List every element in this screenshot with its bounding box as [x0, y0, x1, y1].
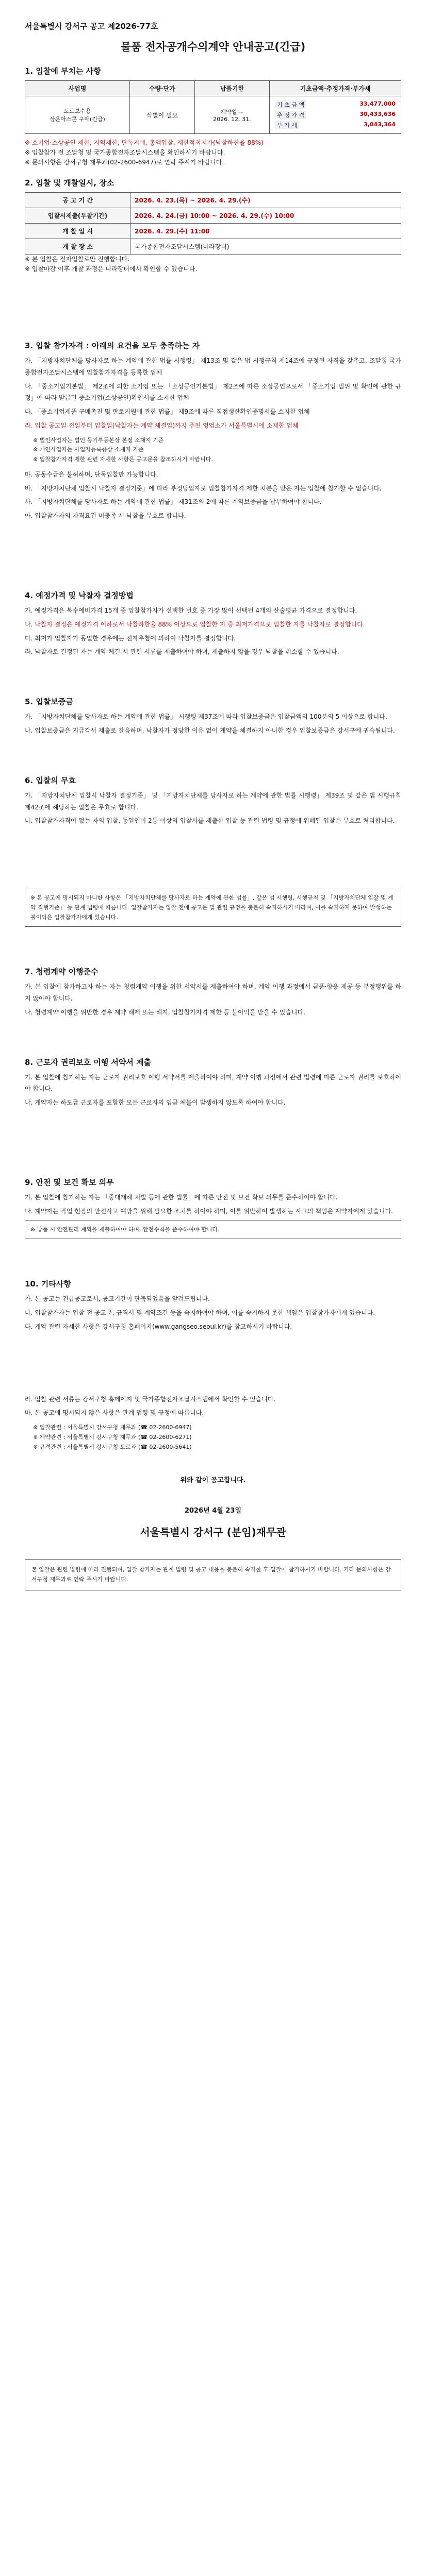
- section4-para: 라. 낙찰자로 결정된 자는 계약 체결 시 관련 서류를 제출하여야 하며, 제출하지 않을 경우 낙찰을 취소할 수 있습니다.: [25, 648, 339, 656]
- price-value: 33,477,000: [359, 100, 396, 107]
- schedule-row: [25, 239, 401, 254]
- section5-para: 가. 「지방자치단체를 당사자로 하는 계약에 관한 법률」 시행령 제37조에 따라 입찰보증금은 입찰금액의 100분의 5 이상으로 합니다.: [25, 713, 387, 721]
- section7-para: 나. 청렴계약 이행을 위반한 경우 계약 해제 또는 해지, 입찰참가자격 제한 등 불이익을 받을 수 있습니다.: [25, 1008, 305, 1016]
- section7-para: 가. 본 입찰에 참가하고자 하는 자는 청렴계약 이행을 위한 서약서를 제출하여야 하며, 계약 이행 과정에서 금품·향응 제공 등 부정행위를 하지 않아야 합니다.: [25, 983, 401, 1002]
- section1-title: 1. 입찰에 부치는 사항: [25, 66, 101, 76]
- contact-item: ※ 계약관련 : 서울특별시 강서구청 재무과 (☎ 02-2600-6271): [33, 1433, 192, 1440]
- price-line: [273, 110, 398, 120]
- section8-title: 8. 근로자 권리보호 이행 서약서 제출: [25, 1057, 152, 1067]
- contact-list: [25, 1421, 401, 1454]
- bottom-note: 본 입찰은 관련 법령에 따라 진행되며, 입찰 참가자는 관계 법령 및 공고 내용을 충분히 숙지한 후 입찰에 참가하시기 바랍니다. 기타 문의사항은 강서구청 재무과로 연락 주시기 바랍니다.: [25, 1560, 401, 1590]
- section3-title: 3. 입찰 참가자격 : 아래의 요건을 모두 충족하는 자: [25, 341, 200, 350]
- section10-para: 가. 본 공고는 긴급공고로서, 공고기간이 단축되었음을 알려드립니다.: [25, 1295, 210, 1303]
- section1-note: ※ 문의사항은 강서구청 재무과(02-2600-6947)로 연락 주시기 바랍니다.: [25, 159, 224, 166]
- section3-item: 마. 공동수급은 불허하며, 단독입찰만 가능합니다.: [25, 470, 158, 478]
- section3-subitem: ※ 법인사업자는 법인 등기부등본상 본점 소재지 기준: [33, 436, 164, 444]
- section3-item: 다. 「중소기업제품 구매촉진 및 판로지원에 관한 법률」 제9조에 따른 직접생산확인증명서를 소지한 업체: [25, 408, 310, 416]
- section2-note: ※ 본 입찰은 전자입찰로만 진행합니다.: [25, 255, 130, 263]
- section9-title: 9. 안전 및 보건 확보 의무: [25, 1177, 114, 1187]
- section5-para: 나. 입찰보증금은 지급각서 제출로 갈음하며, 낙찰자가 정당한 이유 없이 계약을 체결하지 아니한 경우 입찰보증금은 강서구에 귀속됩니다.: [25, 726, 395, 734]
- section3-subitem: ※ 개인사업자는 사업자등록증상 소재지 기준: [33, 446, 144, 453]
- bid-table-row: [25, 96, 401, 134]
- schedule-value: 2026. 4. 29.(수) 11:00: [130, 223, 401, 239]
- col-header: 수량·단가: [129, 81, 194, 96]
- contact-item: ※ 규격관련 : 서울특별시 강서구청 도로과 (☎ 02-2600-5641): [33, 1443, 192, 1450]
- schedule-row: [25, 192, 401, 208]
- schedule-label: 개 찰 장 소: [25, 239, 130, 254]
- price-label: 기 초 금 액: [275, 100, 306, 109]
- section7-title: 7. 청렴계약 이행준수: [25, 967, 99, 977]
- schedule-value: 2026. 4. 23.(목) ~ 2026. 4. 29.(수): [130, 192, 401, 208]
- section10-title: 10. 기타사항: [25, 1279, 71, 1289]
- delivery-end: 2026. 12. 31.: [213, 115, 251, 123]
- schedule-label: 개 찰 일 시: [25, 223, 130, 239]
- project-name-cell: [25, 96, 130, 134]
- delivery-start: 계약일 ~: [220, 108, 244, 115]
- section10-para: [25, 1321, 401, 1333]
- schedule-row: [25, 223, 401, 239]
- section2-note: ※ 입찰마감 이후 개찰 과정은 나라장터에서 확인할 수 있습니다.: [25, 265, 198, 273]
- delivery-cell: [194, 96, 269, 134]
- section3-subitem: ※ 입찰참가자격 제한 관련 자세한 사항은 공고문을 참조하시기 바랍니다.: [33, 456, 213, 463]
- schedule-label: 공 고 기 간: [25, 192, 130, 208]
- bid-table: [25, 80, 401, 134]
- section10-para: 마. 본 공고에 명시되지 않은 사항은 관계 법령 및 규정에 따릅니다.: [25, 1409, 204, 1417]
- price-label: 추 정 가 격: [275, 111, 306, 119]
- contact-item: ※ 입찰관련 : 서울특별시 강서구청 재무과 (☎ 02-2600-6947): [33, 1424, 192, 1431]
- section3-item: 라. 입찰 공고일 전일부터 입찰일(낙찰자는 계약 체결일)까지 주된 영업소가 서울특별시에 소재한 업체: [25, 421, 299, 429]
- price-line: [273, 120, 398, 130]
- section10-para-text: 다. 계약 관련 자세한 사항은 강서구청 홈페이지(www.gangseo.seoul.kr)를 참고하시기 바랍니다.: [25, 1323, 292, 1330]
- section3-item: 아. 입찰참가자의 자격요건 미충족 시 낙찰을 무효로 합니다.: [25, 512, 186, 520]
- schedule-value: 2026. 4. 24.(금) 10:00 ~ 2026. 4. 29.(수) 10:00: [130, 208, 401, 223]
- schedule-value: 국가종합전자조달시스템(나라장터): [130, 239, 401, 254]
- section6-para: 나. 입찰참가자격이 없는 자의 입찰, 동일인이 2통 이상의 입찰서를 제출한 입찰 등 관련 법령 및 규정에 위배된 입찰은 무효로 처리합니다.: [25, 817, 395, 825]
- section6-para: 가. 「지방자치단체 입찰시 낙찰자 결정기준」 및 「지방자치단체를 당사자로 하는 계약에 관한 법률 시행령」 제39조 및 같은 법 시행규칙 제42조에 해당하는 입찰은 무효로 합니다.: [25, 791, 401, 811]
- section1-note: ※ 소기업·소상공인 제한, 지역제한, 단독지에, 총액입찰, 제한적최저가(낙찰하한율 88%): [25, 139, 264, 146]
- page-title: 물품 전자공개수의계약 안내공고(긴급): [120, 41, 306, 53]
- section10-para: 라. 입찰 관련 서류는 강서구청 홈페이지 및 국가종합전자조달시스템에서 확인할 수 있습니다.: [25, 1395, 276, 1403]
- schedule-table: [25, 192, 401, 255]
- section2-title: 2. 입찰 및 개찰일시, 장소: [25, 178, 114, 188]
- price-value: 30,433,636: [359, 111, 396, 117]
- section4-title: 4. 예정가격 및 낙찰자 결정방법: [25, 590, 134, 600]
- project-name: 도로보수용: [63, 108, 91, 114]
- qty-cell: 식별이 필요: [129, 96, 194, 134]
- section4-para: 다. 최저가 입찰자가 동일한 경우에는 전자추첨에 의하여 낙찰자를 결정합니다.: [25, 634, 236, 642]
- section6-title: 6. 입찰의 무효: [25, 775, 76, 785]
- section9-para: 가. 본 입찰에 참가하는 자는 「중대재해 처벌 등에 관한 법률」에 따른 안전 및 보건 확보 의무를 준수하여야 합니다.: [25, 1193, 338, 1201]
- section3-item: 나. 「중소기업기본법」 제2조에 의한 소기업 또는 「소상공인기본법」 제2조에 따른 소상공인으로서 「중소기업 범위 및 확인에 관한 규정」에 따라 발급된 중소기업(소상공인)확인서를 소지한 업체: [25, 382, 401, 402]
- col-header: 납품기한: [194, 81, 269, 96]
- section4-para: 가. 예정가격은 복수예비가격 15개 중 입찰참가자가 선택한 번호 중 가장 많이 선택된 4개의 산술평균 가격으로 결정합니다.: [25, 606, 357, 614]
- notice-number: 서울특별시 강서구 공고 제2026-77호: [25, 22, 158, 31]
- price-line: [273, 99, 398, 110]
- section4-para: 나. 낙찰자 결정은 예정가격 이하로서 낙찰하한율 88% 이상으로 입찰한 자 중 최저가격으로 입찰한 자를 낙찰자로 결정합니다.: [25, 620, 365, 628]
- section9-para: 나. 계약자는 작업 현장의 안전사고 예방을 위해 필요한 조치를 하여야 하며, 이를 위반하여 발생하는 사고의 책임은 계약자에게 있습니다.: [25, 1207, 393, 1215]
- section8-para: 가. 본 입찰에 참가하는 자는 근로자 권리보호 이행 서약서를 제출하여야 하며, 계약 이행 과정에서 관련 법령에 따른 근로자 권리를 보호하여야 합니다.: [25, 1073, 401, 1093]
- section10-para: 나. 입찰참가자는 입찰 전 공고문, 규격서 및 계약조건 등을 숙지하여야 하며, 이를 숙지하지 못한 책임은 입찰참가자에게 있습니다.: [25, 1309, 375, 1317]
- section1-note: ※ 입찰참가 전 조달청 및 국가종합전자조달시스템을 확인하시기 바랍니다.: [25, 149, 225, 157]
- section6-notice-box: ※ 본 공고에 명시되지 아니한 사항은 「지방자치단체를 당사자로 하는 계약에 관한 법률」, 같은 법 시행령, 시행규칙 및 「지방자치단체 입찰 및 계약 집행기준」 등 관계 법령에 따릅니다. 입찰참가자는 입찰 전에 공고문 및 관련 규정을 충분히 숙지하시기 바라며, 이를 숙지하지 못하여 발생하는 불이익은 입찰참가자에게 있습니다.: [25, 889, 401, 927]
- bid-table-header: [25, 81, 401, 96]
- price-cell: [270, 96, 401, 134]
- project-name-sub: 상온아스콘 구매(긴급): [50, 116, 105, 123]
- price-label: 부 가 세: [275, 121, 299, 129]
- section5-title: 5. 입찰보증금: [25, 697, 73, 707]
- section3-item: 가. 「지방자치단체를 당사자로 하는 계약에 관한 법률 시행령」 제13조 및 같은 법 시행규칙 제14조에 규정된 자격을 갖추고, 조달청 국가종합전자조달시스템에 입찰참가자격을 등록한 업체: [25, 357, 401, 376]
- section8-para: 나. 계약자는 하도급 근로자를 포함한 모든 근로자의 임금 체불이 발생하지 않도록 하여야 합니다.: [25, 1099, 286, 1107]
- col-header: 기초금액·추정가격·부가세: [270, 81, 401, 96]
- section3-item: 바. 「지방자치단체 입찰시 낙찰자 결정기준」에 따라 부정당업자로 입찰참가자격 제한 처분을 받은 자는 입찰에 참가할 수 없습니다.: [25, 484, 382, 492]
- issuer-org: 서울특별시 강서구 (분임)재무관: [140, 1526, 286, 1539]
- price-value: 3,043,364: [364, 121, 396, 128]
- notice-date: 2026년 4월 23일: [184, 1507, 242, 1515]
- col-header: 사업명: [25, 81, 130, 96]
- section3-item: 사. 「지방자치단체를 당사자로 하는 계약에 관한 법률」 제31조의 2에 따른 계약보증금을 납부하여야 합니다.: [25, 498, 322, 506]
- section9-notice-box: ※ 납품 시 안전관리 계획을 제출하여야 하며, 안전수칙을 준수하여야 합니다.: [25, 1221, 401, 1240]
- schedule-label: 입찰서제출(투찰기간): [25, 208, 130, 223]
- section3-subitems: [25, 434, 401, 467]
- closing-statement: 위와 같이 공고합니다.: [180, 1477, 246, 1485]
- schedule-row: [25, 208, 401, 223]
